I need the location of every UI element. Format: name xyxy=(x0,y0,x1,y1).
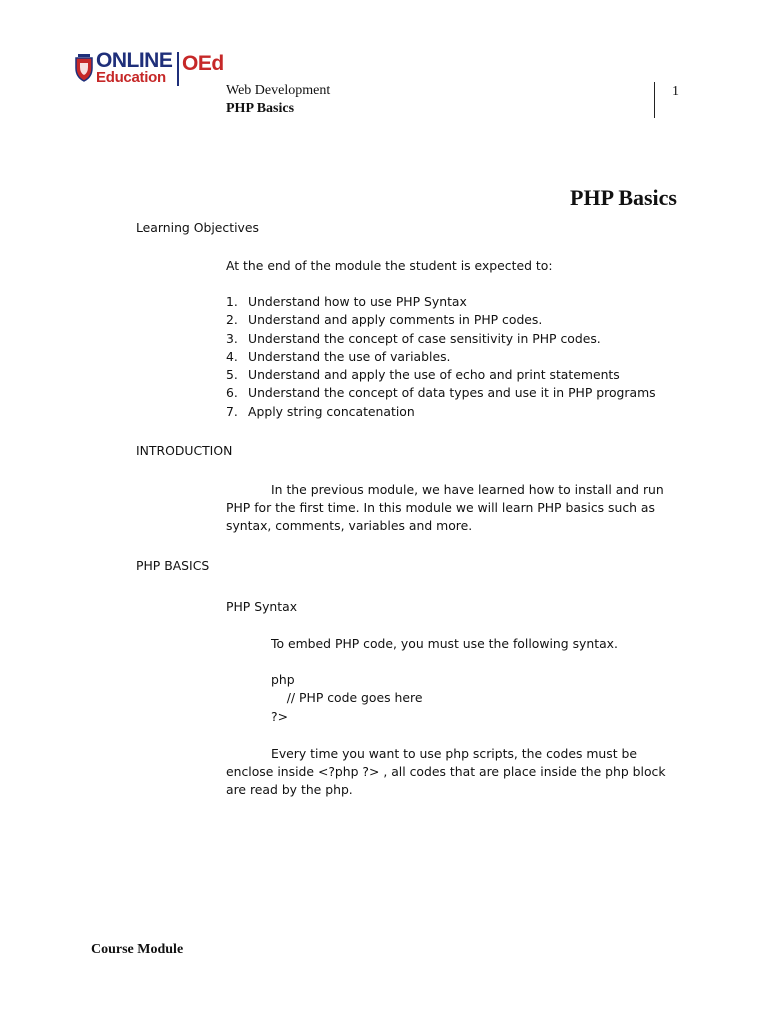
shield-crest-icon xyxy=(74,54,94,82)
logo-divider xyxy=(177,52,179,86)
introduction-paragraph: In the previous module, we have learned how to install and run PHP for the first time. In this module we will learn PHP basics such as syntax, comments, variables and more. xyxy=(226,482,664,533)
code-line: ?> xyxy=(271,709,288,724)
header-title: PHP Basics xyxy=(226,101,295,116)
page-number: 1 xyxy=(672,84,679,99)
objectives-heading: Learning Objectives xyxy=(136,220,259,235)
objective-item: 4. Understand the use of variables. xyxy=(226,348,451,364)
online-education-logo xyxy=(72,50,232,92)
objective-item: 5. Understand and apply the use of echo and print statements xyxy=(226,367,620,383)
objective-item: 3. Understand the concept of case sensitivity in PHP codes. xyxy=(226,330,601,346)
code-line: // PHP code goes here xyxy=(271,690,423,705)
code-line: php xyxy=(271,672,295,687)
header-divider xyxy=(654,82,655,118)
objective-item: 2. Understand and apply comments in PHP codes. xyxy=(226,312,543,328)
footer-label: Course Module xyxy=(91,942,184,957)
objective-item: 7. Apply string concatenation xyxy=(226,403,415,419)
php-basics-heading: PHP BASICS xyxy=(136,558,210,573)
objective-item: 6. Understand the concept of data types and use it in PHP programs xyxy=(226,385,656,401)
logo-word-education: Education xyxy=(96,69,166,86)
introduction-heading: INTRODUCTION xyxy=(136,443,233,458)
objectives-intro: At the end of the module the student is expected to: xyxy=(226,258,553,273)
objective-item: 1. Understand how to use PHP Syntax xyxy=(226,294,467,309)
document-title: PHP Basics xyxy=(570,185,677,210)
syntax-instruction: To embed PHP code, you must use the following syntax. xyxy=(271,636,618,651)
logo-word-online: ONLINE xyxy=(96,49,173,72)
php-syntax-subheading: PHP Syntax xyxy=(226,599,298,614)
closing-paragraph: Every time you want to use php scripts, the codes must be enclose inside <?php ?> , all codes that are place inside the php block are read by the php. xyxy=(226,746,666,797)
header-subject: Web Development xyxy=(226,83,331,98)
logo-word-oed: OEd xyxy=(182,52,224,75)
objectives-list xyxy=(226,293,656,421)
